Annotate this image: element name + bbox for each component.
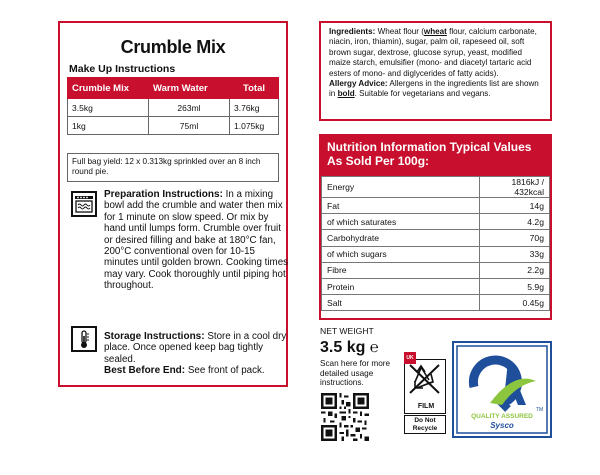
table-row bbox=[322, 246, 550, 262]
ingredients-label: Ingredients: bbox=[329, 27, 376, 36]
storage-instructions bbox=[104, 331, 290, 365]
best-before-text: See front of pack. bbox=[187, 365, 265, 376]
scan-instructions: Scan here for more detailed usage instructions. bbox=[320, 359, 391, 388]
allergy-bold-word: bold bbox=[337, 89, 355, 99]
nutrition-panel bbox=[319, 134, 552, 320]
film-label: FILM bbox=[417, 403, 435, 410]
make-up-heading: Make Up Instructions bbox=[69, 63, 176, 75]
storage-label: Storage Instructions: bbox=[104, 331, 205, 342]
dnr-line-2: Recycle bbox=[412, 424, 438, 432]
ingredients-panel bbox=[319, 21, 552, 121]
nutrient-name: of which saturates bbox=[322, 214, 480, 230]
preparation-text: In a mixing bowl add the crumble and water then mix for 1 minute on slow speed. Or mix by hand until lumps form. Crumble over fruit or desired filling and bake at 180°C fan, 200°C conventional oven for 10-15 minutes until golden brown. Cooking times may vary. Cook thoroughly until piping hot throughout. bbox=[104, 189, 289, 292]
nutrient-name: Fibre bbox=[322, 262, 480, 278]
cell-total: 3.76kg bbox=[230, 99, 279, 117]
cell-water: 75ml bbox=[149, 117, 230, 135]
cell-total: 1.075kg bbox=[230, 117, 279, 135]
table-row bbox=[322, 230, 550, 246]
cell-mix: 3.5kg bbox=[68, 99, 149, 117]
ingredients-text-2: flour, calcium carbonate, niacin, iron, thiamin), sugar, palm oil, rapeseed oil, soft brown sugar, dextrose, glucose syrup, yeast, modified maize starch, emulsifier (mono- and diacetyl tartaric acid esters of mono- and diglycerides of fatty acids). bbox=[329, 27, 537, 78]
nutrition-table bbox=[321, 176, 550, 311]
product-title: Crumble Mix bbox=[120, 37, 226, 57]
dnr-line-1: Do Not bbox=[414, 417, 436, 424]
crossed-recycle-icon bbox=[405, 362, 444, 396]
uk-badge: UK bbox=[404, 352, 416, 364]
net-weight-label: NET WEIGHT bbox=[320, 326, 374, 336]
allergen-wheat: wheat bbox=[423, 27, 447, 36]
table-row bbox=[68, 117, 279, 135]
preparation-panel bbox=[58, 21, 288, 387]
storage-text: Store in a cool dry place. Once opened keep bag tightly sealed. bbox=[104, 331, 287, 365]
header-warm-water: Warm Water bbox=[149, 78, 230, 99]
qa-assured-text: QUALITY ASSURED bbox=[471, 413, 533, 420]
header-crumble-mix: Crumble Mix bbox=[68, 78, 149, 99]
nutrition-title: Nutrition Information Typical Values As Sold Per 100g: bbox=[321, 136, 550, 176]
table-row bbox=[68, 99, 279, 117]
nutrient-name: Salt bbox=[322, 295, 480, 311]
net-weight-number: 3.5 kg bbox=[320, 339, 366, 356]
nutrient-value: 0.45g bbox=[480, 295, 550, 311]
quality-assured-logo bbox=[452, 341, 552, 438]
header-total: Total bbox=[230, 78, 279, 99]
nutrient-name: Protein bbox=[322, 278, 480, 294]
best-before bbox=[104, 365, 290, 376]
nutrient-value: 14g bbox=[480, 198, 550, 214]
table-row bbox=[322, 278, 550, 294]
qa-tm: TM bbox=[536, 407, 544, 413]
qr-code[interactable] bbox=[321, 393, 369, 441]
recycle-box bbox=[404, 359, 446, 414]
table-row bbox=[322, 177, 550, 198]
nutrient-value: 70g bbox=[480, 230, 550, 246]
nutrient-value: 5.9g bbox=[480, 278, 550, 294]
cell-mix: 1kg bbox=[68, 117, 149, 135]
allergy-label: Allergy Advice: bbox=[329, 79, 388, 89]
best-before-label: Best Before End: bbox=[104, 365, 186, 376]
thermometer-icon bbox=[71, 326, 97, 352]
net-weight-value bbox=[320, 339, 379, 357]
recycling-label bbox=[404, 352, 446, 434]
do-not-recycle bbox=[404, 415, 446, 434]
table-row bbox=[322, 262, 550, 278]
table-row bbox=[322, 214, 550, 230]
allergy-text-2: . Suitable for vegetarians and vegans. bbox=[354, 89, 491, 99]
nutrient-name: Fat bbox=[322, 198, 480, 214]
qa-brand: Sysco bbox=[490, 421, 514, 430]
preparation-label: Preparation Instructions: bbox=[104, 189, 223, 200]
table-header-row bbox=[68, 78, 279, 99]
preparation-instructions bbox=[104, 189, 290, 292]
nutrient-name: of which sugars bbox=[322, 246, 480, 262]
nutrient-value: 2.2g bbox=[480, 262, 550, 278]
table-row bbox=[322, 198, 550, 214]
nutrient-name: Carbohydrate bbox=[322, 230, 480, 246]
nutrient-name: Energy bbox=[322, 177, 480, 198]
bag-yield-note: Full bag yield: 12 x 0.313kg sprinkled over an 8 inch round pie. bbox=[67, 153, 279, 182]
nutrient-value: 1816kJ / 432kcal bbox=[480, 177, 550, 198]
nutrient-value: 4.2g bbox=[480, 214, 550, 230]
cell-water: 263ml bbox=[149, 99, 230, 117]
estimated-sign: ℮ bbox=[369, 339, 379, 356]
allergy-text-1: Allergens in the ingredients list are shown in bbox=[329, 79, 539, 99]
oven-icon bbox=[71, 191, 97, 217]
table-row bbox=[322, 295, 550, 311]
ingredients-text-1: Wheat flour ( bbox=[377, 27, 424, 36]
nutrient-value: 33g bbox=[480, 246, 550, 262]
make-up-table bbox=[67, 77, 279, 135]
